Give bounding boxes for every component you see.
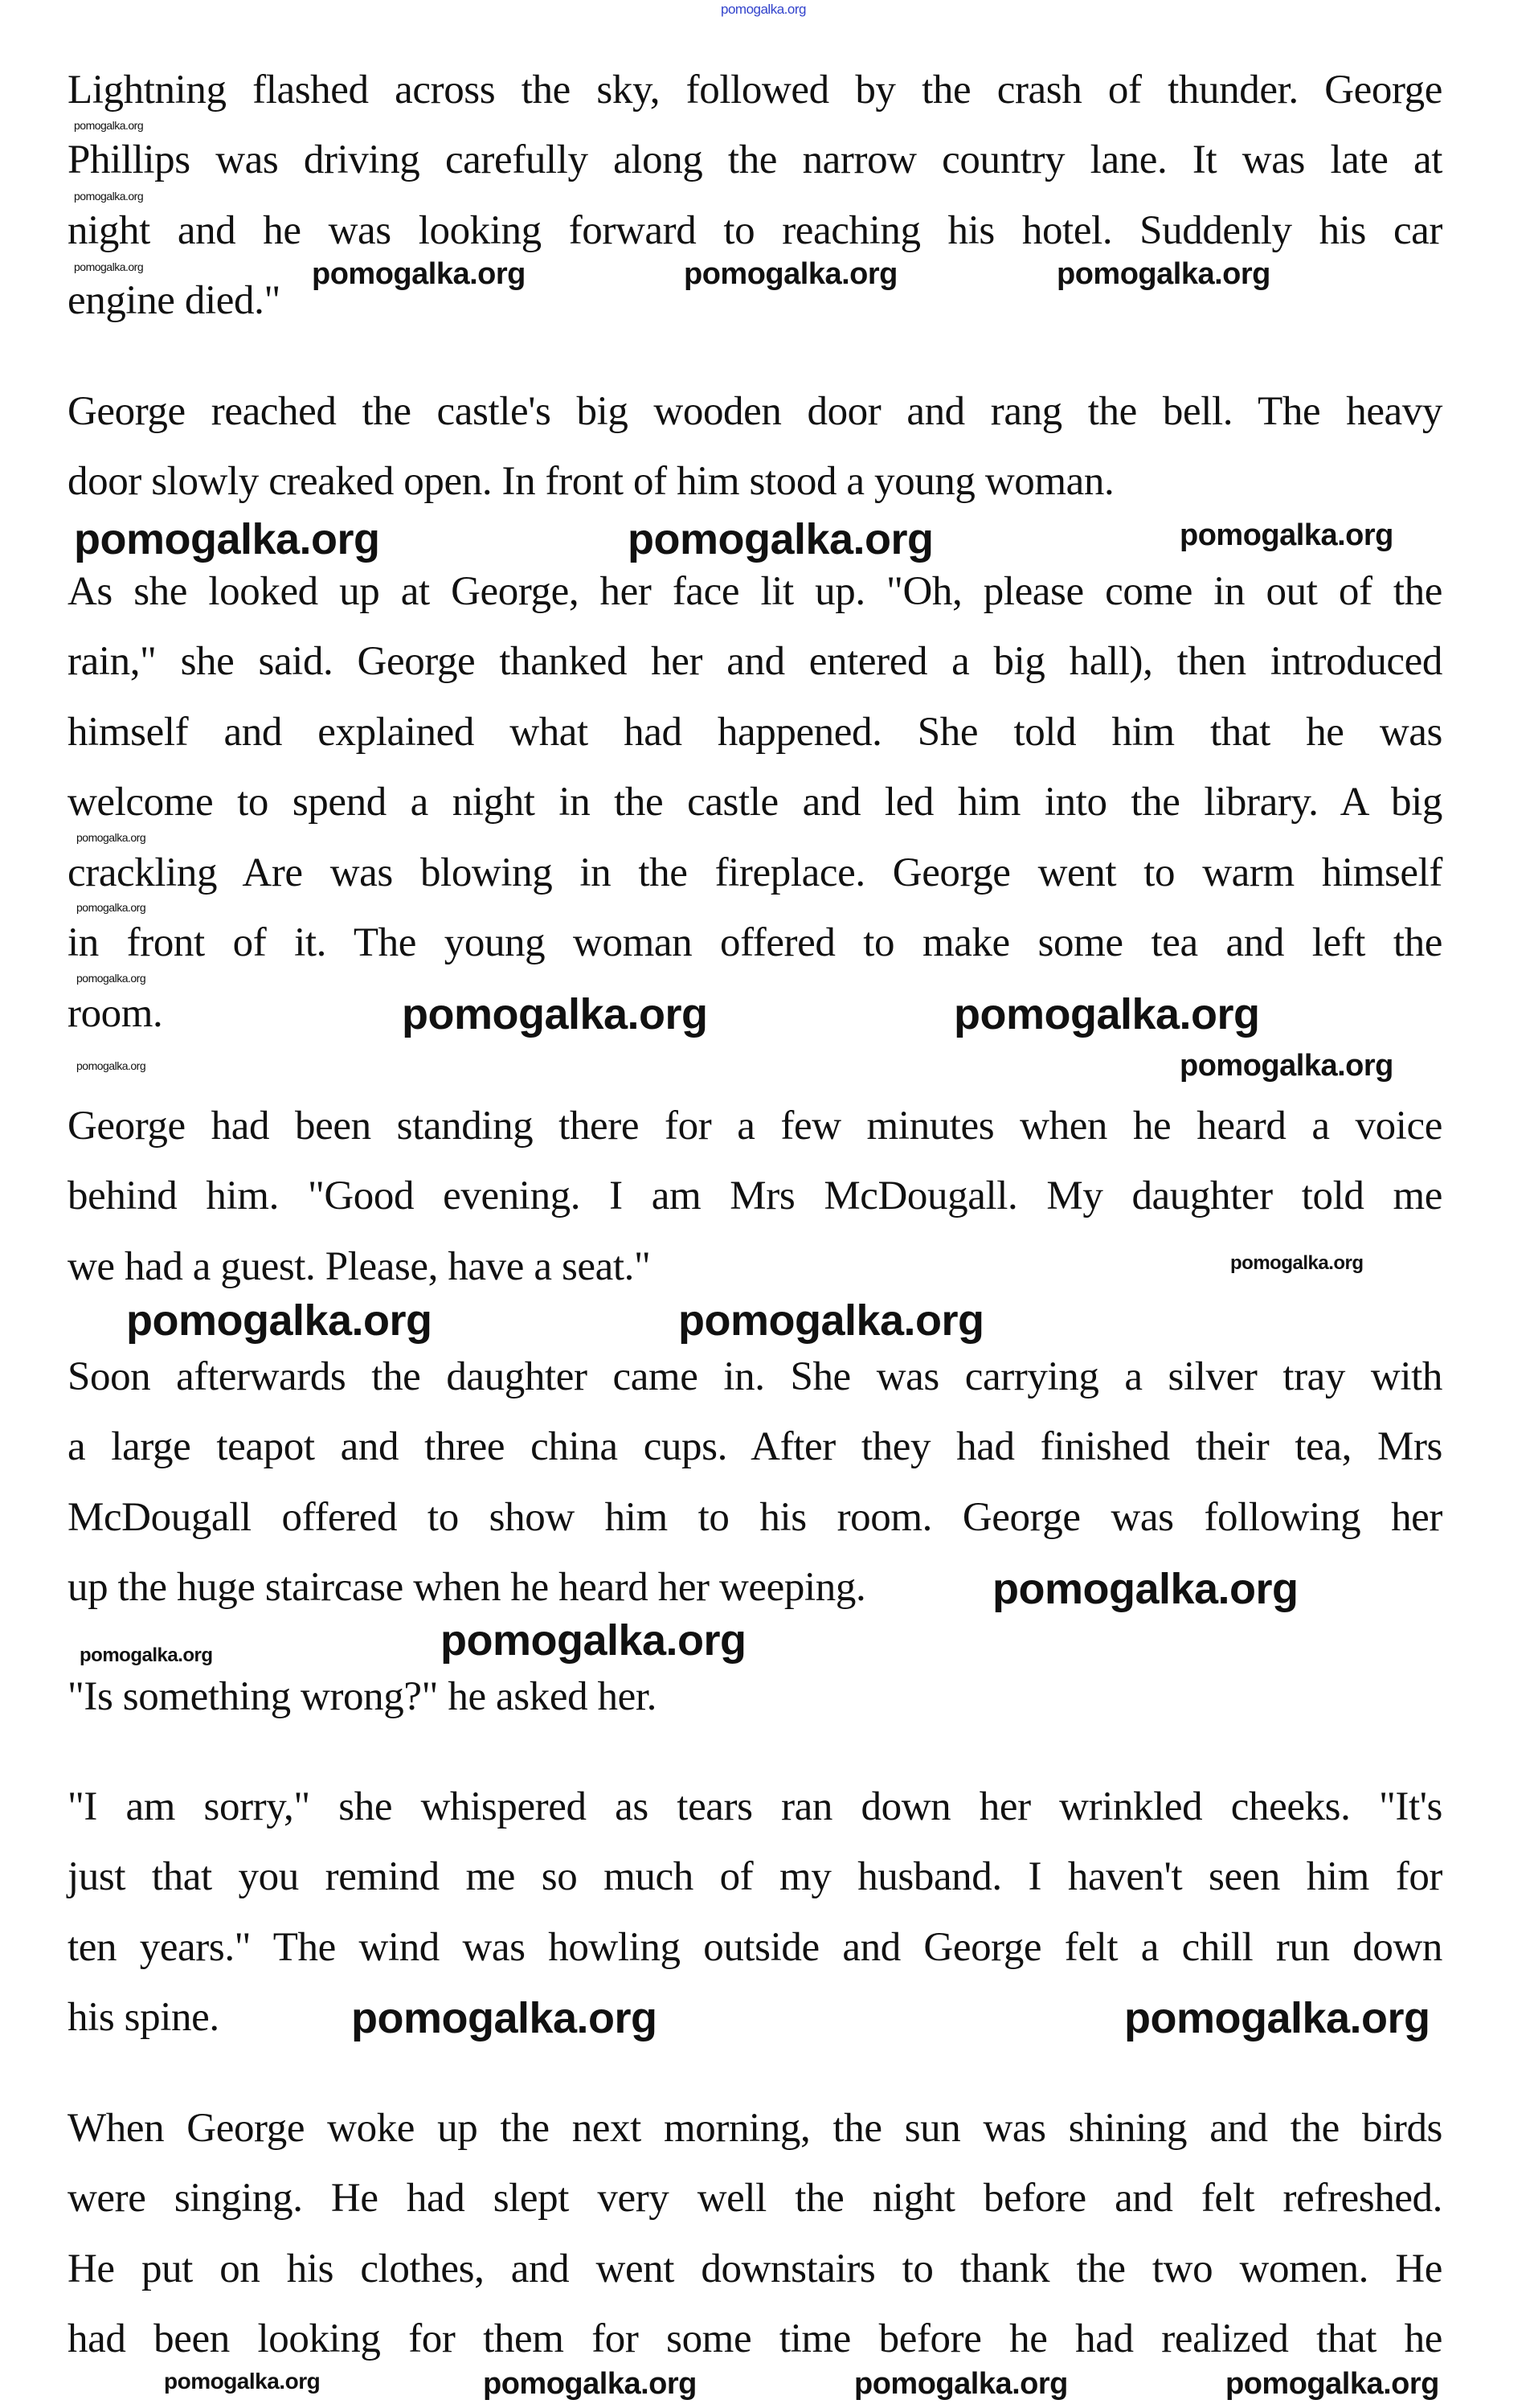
- paragraph-4: [67, 1091, 1442, 1313]
- watermark: pomogalka.org: [312, 257, 526, 291]
- text-line: McDougall offered to show him to his room. George was following her: [67, 1494, 1442, 1540]
- text-line: engine died.": [67, 278, 280, 324]
- text-line: a large teapot and three china cups. After they had finished their tea, Mrs: [67, 1424, 1442, 1470]
- watermark: pomogalka.org: [74, 260, 144, 273]
- paragraph-3: [67, 556, 1442, 1059]
- text-line: He put on his clothes, and went downstairs to thank the two women. He: [67, 2246, 1442, 2291]
- watermark: pomogalka.org: [954, 990, 1260, 1038]
- watermark: pomogalka.org: [76, 901, 146, 914]
- watermark: pomogalka.org: [126, 1296, 432, 1345]
- paragraph-1: [67, 55, 1442, 347]
- watermark: pomogalka.org: [76, 972, 146, 985]
- watermark: pomogalka.org: [440, 1616, 747, 1665]
- watermark: pomogalka.org: [854, 2367, 1068, 2401]
- text-line: crackling Are was blowing in the fireplace. George went to warm himself: [67, 850, 1442, 895]
- watermark: pomogalka.org: [684, 257, 898, 291]
- watermark: pomogalka.org: [351, 1994, 657, 2042]
- watermark: pomogalka.org: [1230, 1252, 1364, 1274]
- watermark: pomogalka.org: [1124, 1994, 1430, 2042]
- watermark: pomogalka.org: [1225, 2367, 1439, 2401]
- paragraph-2: [67, 376, 1442, 528]
- text-line: had been looking for them for some time before he had realized that he: [67, 2316, 1442, 2362]
- watermark: pomogalka.org: [483, 2367, 697, 2401]
- text-line: his spine.: [67, 1995, 219, 2041]
- text-line: in front of it. The young woman offered to make some tea and left the: [67, 920, 1442, 966]
- watermark: pomogalka.org: [80, 1644, 213, 1666]
- text-line: we had a guest. Please, have a seat.": [67, 1243, 651, 1289]
- watermark: pomogalka.org: [164, 2369, 321, 2394]
- text-line: himself and explained what had happened. She told him that he was: [67, 709, 1442, 755]
- paragraph-8: [67, 2093, 1442, 2385]
- text-line: night and he was looking forward to reaching his hotel. Suddenly his car: [67, 207, 1442, 253]
- watermark: pomogalka.org: [1180, 1049, 1393, 1083]
- text-line: "I am sorry," she whispered as tears ran down her wrinkled cheeks. "It's: [67, 1783, 1442, 1829]
- watermark: pomogalka.org: [992, 1565, 1299, 1613]
- text-line: welcome to spend a night in the castle and led him into the library. A big: [67, 780, 1442, 825]
- text-line: room.: [67, 990, 163, 1036]
- text-line: "Is something wrong?" he asked her.: [67, 1673, 657, 1719]
- text-line: up the huge staircase when he heard her weeping.: [67, 1565, 866, 1611]
- text-line: Phillips was driving carefully along the narrow country lane. It was late at: [67, 137, 1442, 183]
- text-line: As she looked up at George, her face lit up. "Oh, please come in out of the: [67, 568, 1442, 614]
- text-line: were singing. He had slept very well the night before and felt refreshed.: [67, 2176, 1442, 2222]
- text-line: Soon afterwards the daughter came in. She was carrying a silver tray with: [67, 1353, 1442, 1399]
- paragraph-6: [67, 1661, 1442, 1743]
- text-line: just that you remind me so much of my husband. I haven't seen him for: [67, 1854, 1442, 1900]
- text-line: rain," she said. George thanked her and entered a big hall), then introduced: [67, 639, 1442, 685]
- text-line: ten years." The wind was howling outside and George felt a chill run down: [67, 1924, 1442, 1970]
- header-watermark[interactable]: pomogalka.org: [721, 2, 806, 17]
- watermark: pomogalka.org: [678, 1296, 984, 1345]
- text-line: Lightning flashed across the sky, followed by the crash of thunder. George: [67, 67, 1442, 113]
- text-line: door slowly creaked open. In front of him stood a young woman.: [67, 459, 1115, 505]
- text-line: When George woke up the next morning, the sun was shining and the birds: [67, 2105, 1442, 2151]
- text-line: George reached the castle's big wooden door and rang the bell. The heavy: [67, 388, 1442, 434]
- watermark: pomogalka.org: [628, 515, 934, 563]
- watermark: pomogalka.org: [76, 831, 146, 844]
- watermark: pomogalka.org: [74, 190, 144, 203]
- watermark: pomogalka.org: [74, 515, 380, 563]
- text-line: behind him. "Good evening. I am Mrs McDougall. My daughter told me: [67, 1173, 1442, 1219]
- watermark: pomogalka.org: [76, 1059, 146, 1072]
- watermark: pomogalka.org: [1180, 518, 1393, 552]
- watermark: pomogalka.org: [1057, 257, 1270, 291]
- text-line: George had been standing there for a few minutes when he heard a voice: [67, 1103, 1442, 1149]
- watermark: pomogalka.org: [74, 119, 144, 132]
- watermark: pomogalka.org: [402, 990, 708, 1038]
